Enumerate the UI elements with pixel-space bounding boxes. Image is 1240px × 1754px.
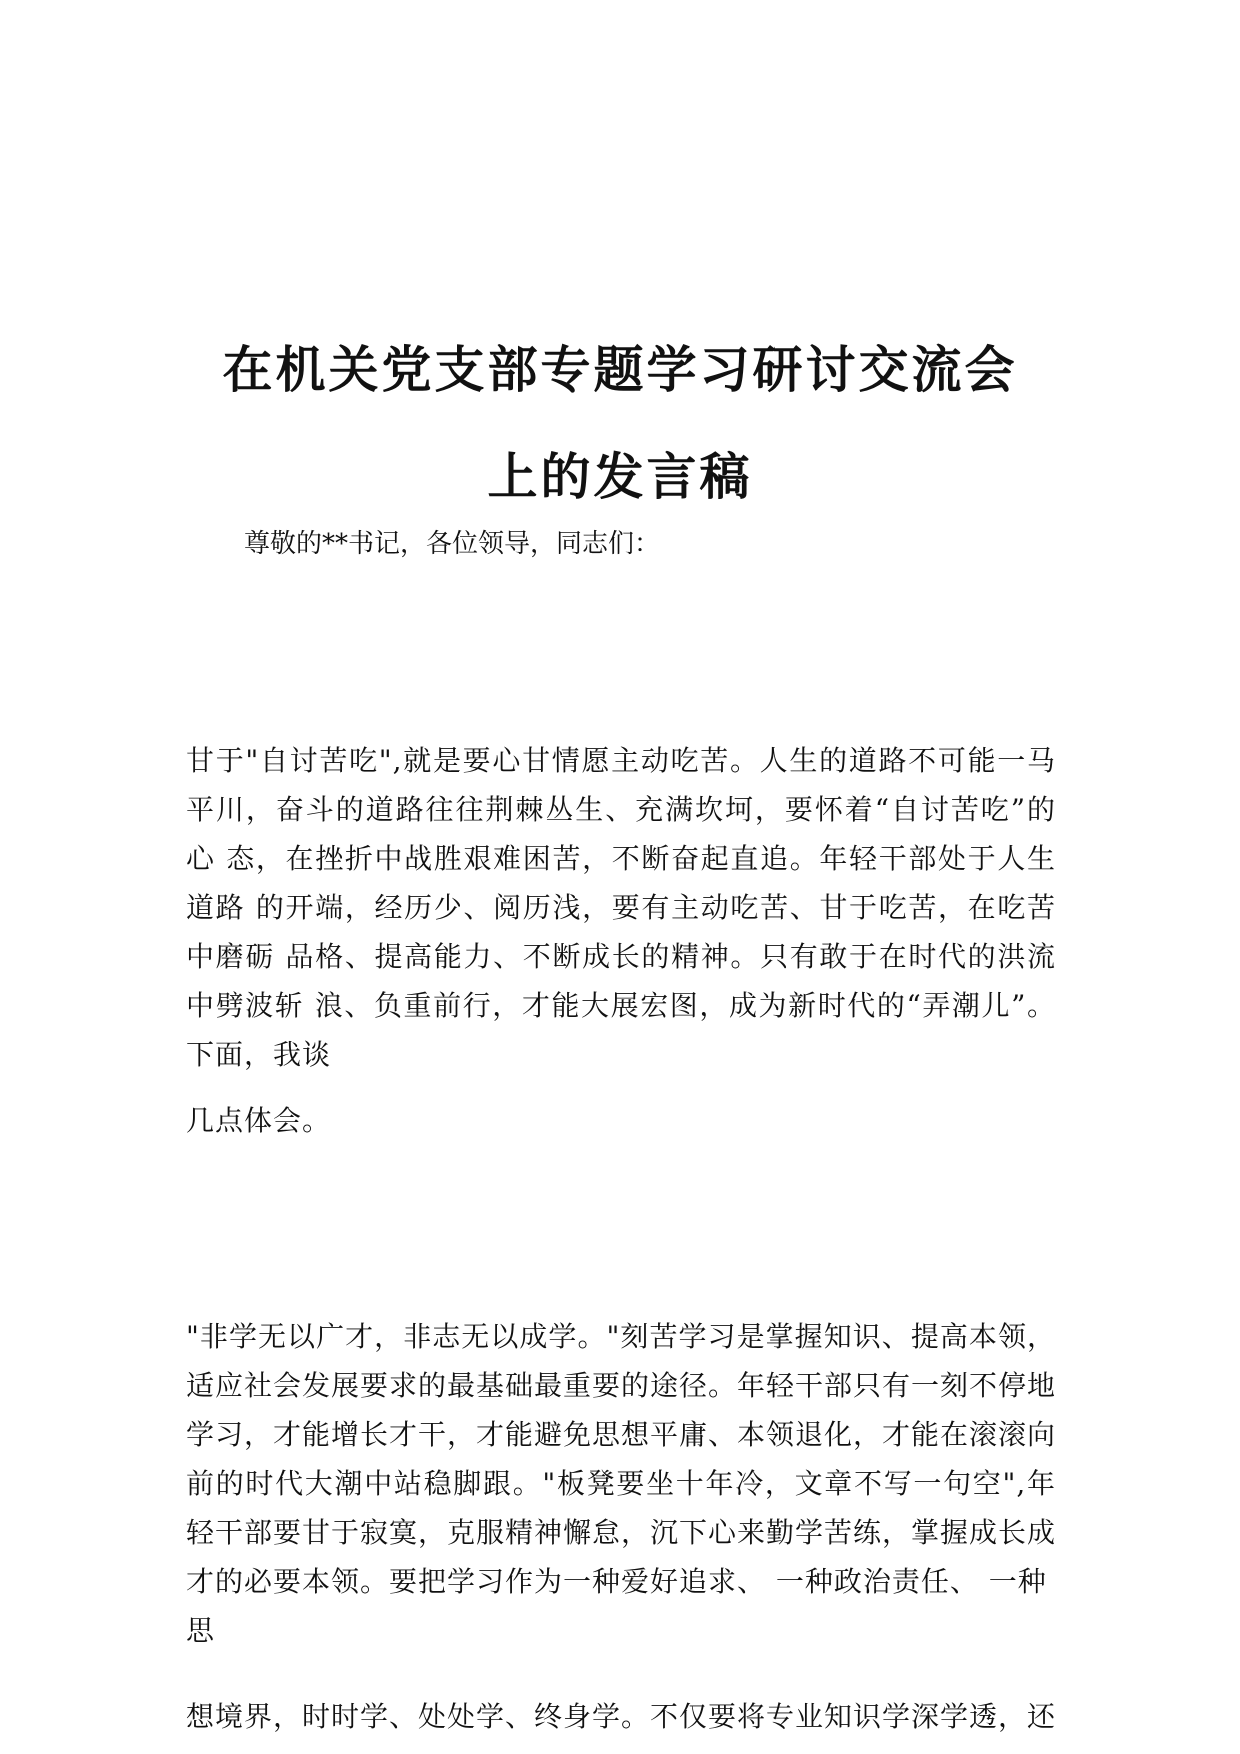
document-title-line-2: 上的发言稿: [487, 448, 753, 506]
paragraph-line: 平川，奋斗的道路往往荆棘丛生、充满坎坷，要怀着“自讨苦吃”的: [186, 793, 1056, 826]
paragraph-line: 轻干部要甘于寂寞，克服精神懈怠，沉下心来勤学苦练，掌握成长成: [186, 1516, 1057, 1549]
paragraph-line: 想境界，时时学、处处学、终身学。不仅要将专业知识学深学透，还: [186, 1700, 1057, 1733]
paragraph-1: [186, 736, 1056, 1079]
paragraph-line: "非学无以广才，非志无以成学。"刻苦学习是掌握知识、提高本领，: [186, 1320, 1056, 1353]
paragraph-line: 下面，我谈: [186, 1038, 332, 1071]
paragraph-line: 中磨砺 品格、提高能力、不断成长的精神。只有敢于在时代的洪流: [186, 940, 1056, 973]
paragraph-2: [186, 1096, 1056, 1145]
paragraph-line: 道路 的开端，经历少、阅历浅，要有主动吃苦、甘于吃苦，在吃苦: [186, 891, 1056, 924]
paragraph-line: 心 态，在挫折中战胜艰难困苦，不断奋起直追。年轻干部处于人生: [186, 842, 1056, 875]
paragraph-line: 中劈波斩 浪、负重前行，才能大展宏图，成为新时代的“弄潮儿”。: [186, 989, 1056, 1022]
paragraph-line: 学习，才能增长才干，才能避免思想平庸、本领退化，才能在滚滚向: [186, 1418, 1057, 1451]
paragraph-line: 几点体会。: [186, 1104, 332, 1137]
paragraph-line: 思: [186, 1614, 216, 1647]
paragraph-line: 才的必要本领。要把学习作为一种爱好追求、 一种政治责任、 一种: [186, 1565, 1047, 1598]
paragraph-line: 前的时代大潮中站稳脚跟。"板凳要坐十年冷，文章不写一句空",年: [186, 1467, 1056, 1500]
paragraph-line: 甘于"自讨苦吃",就是要心甘情愿主动吃苦。人生的道路不可能一马: [186, 744, 1056, 777]
paragraph-4: [186, 1692, 1056, 1741]
salutation: 尊敬的**书记，各位领导，同志们：: [244, 529, 661, 559]
document-title-line-1: 在机关党支部专题学习研讨交流会: [222, 341, 1018, 399]
paragraph-line: 适应社会发展要求的最基础最重要的途径。年轻干部只有一刻不停地: [186, 1369, 1057, 1402]
paragraph-3: [186, 1312, 1056, 1655]
